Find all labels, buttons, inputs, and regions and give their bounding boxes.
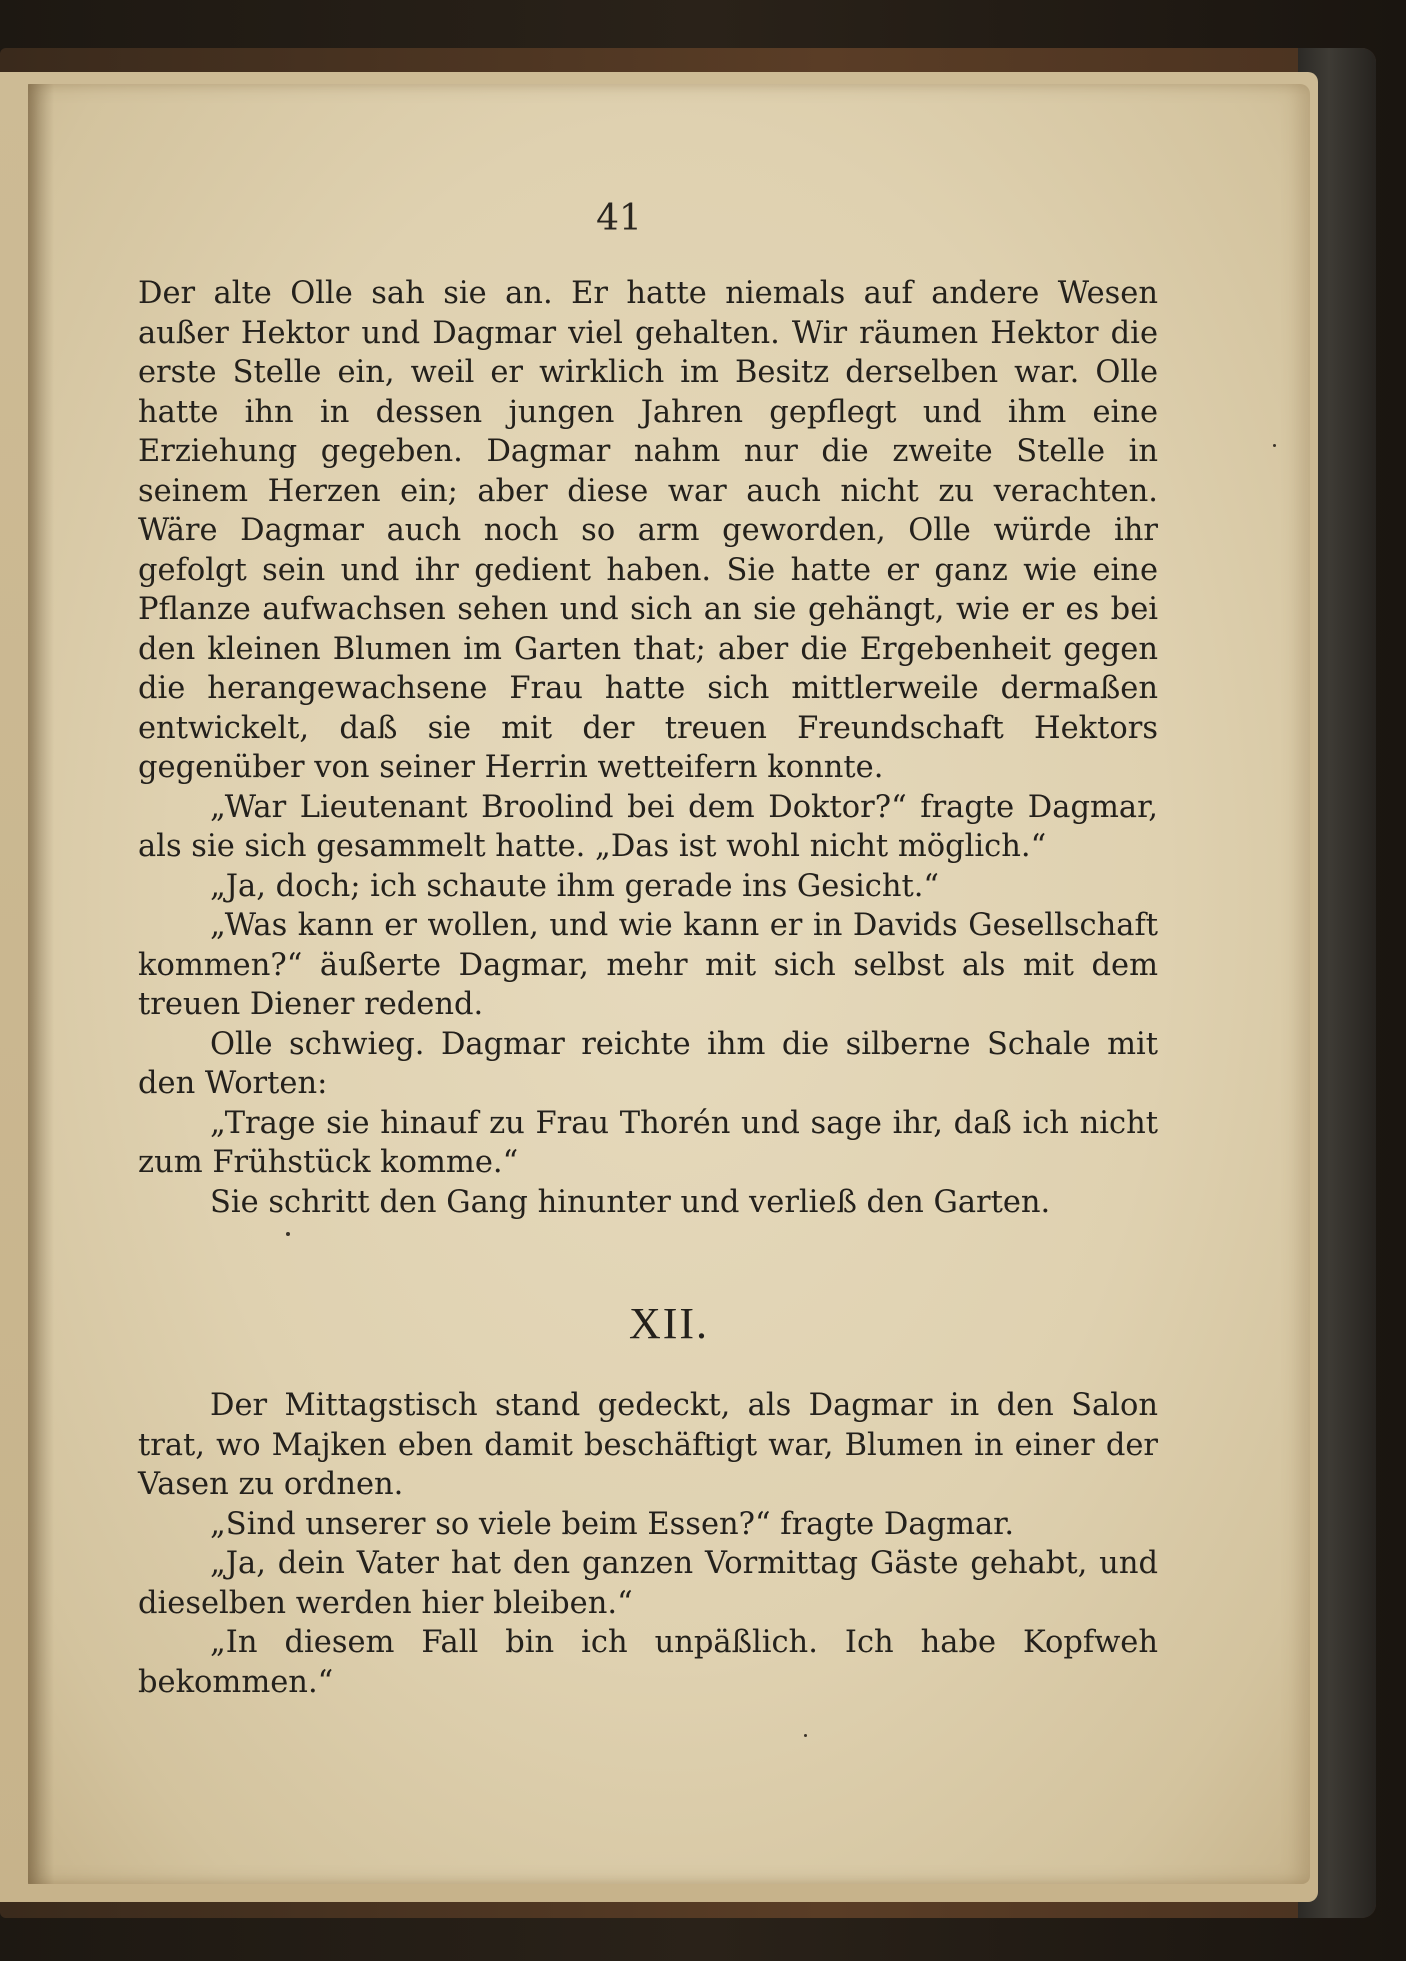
paper-speck [804,1734,807,1737]
book-page [28,84,1310,1884]
paragraph: „Sind unserer so viele beim Essen?“ fragte Dagmar. [210,1506,1015,1542]
paragraph: Der alte Olle sah sie an. Er hatte niemals auf andere Wesen außer Hektor und Dagmar viel gehalten. Wir räumen Hektor die erste Stelle ein, weil er wirklich im Besitz derselben war. Olle hatte ihn in dessen jungen Jahren gepflegt und ihm eine Erziehung gegeben. Dagmar nahm nur die zweite Stelle in seinem Herzen ein; aber diese war auch nicht zu verachten. Wäre Dagmar auch noch so arm geworden, Olle würde ihr gefolgt sein und ihr gedient haben. Sie hatte er ganz wie eine Pflanze aufwachsen sehen und sich an sie gehängt, wie er es bei den kleinen Blumen im Garten that; aber die Ergebenheit gegen die herangewachsene Frau hatte sich mittlerweile dermaßen entwickelt, daß sie mit der treuen Freundschaft Hektors gegenüber von seiner Herrin wetteifern konnte. [138,276,1158,785]
text-block-2 [138,1386,1158,1702]
paragraph: „In diesem Fall bin ich unpäßlich. Ich habe Kopfweh bekommen.“ [138,1625,1158,1700]
paper-speck [286,1232,290,1236]
paragraph: Der Mittagstisch stand gedeckt, als Dagmar in den Salon trat, wo Majken eben damit beschäftigt war, Blumen in einer der Vasen zu ordnen. [138,1388,1158,1502]
chapter-heading: XII. [628,1299,710,1348]
page-number: 41 [596,198,642,239]
paragraph: „Trage sie hinauf zu Frau Thorén und sage ihr, daß ich nicht zum Frühstück komme.“ [138,1105,1158,1180]
paragraph: „Ja, dein Vater hat den ganzen Vormittag Gäste gehabt, und dieselben werden hier bleiben.“ [138,1546,1158,1621]
paper-speck [1273,444,1276,447]
paragraph: „Ja, doch; ich schaute ihm gerade ins Gesicht.“ [210,868,940,904]
paragraph: Sie schritt den Gang hinunter und verließ den Garten. [210,1184,1051,1220]
paragraph: Olle schwieg. Dagmar reichte ihm die silberne Schale mit den Worten: [138,1026,1158,1101]
text-block-1 [138,274,1158,1222]
gutter-shadow [28,84,54,1884]
paragraph: „Was kann er wollen, und wie kann er in Davids Gesellschaft kommen?“ äußerte Dagmar, mehr mit sich selbst als mit dem treuen Diener redend. [138,908,1158,1022]
paragraph: „War Lieutenant Broolind bei dem Doktor?“ fragte Dagmar, als sie sich gesammelt hatte. „Das ist wohl nicht möglich.“ [138,789,1158,864]
